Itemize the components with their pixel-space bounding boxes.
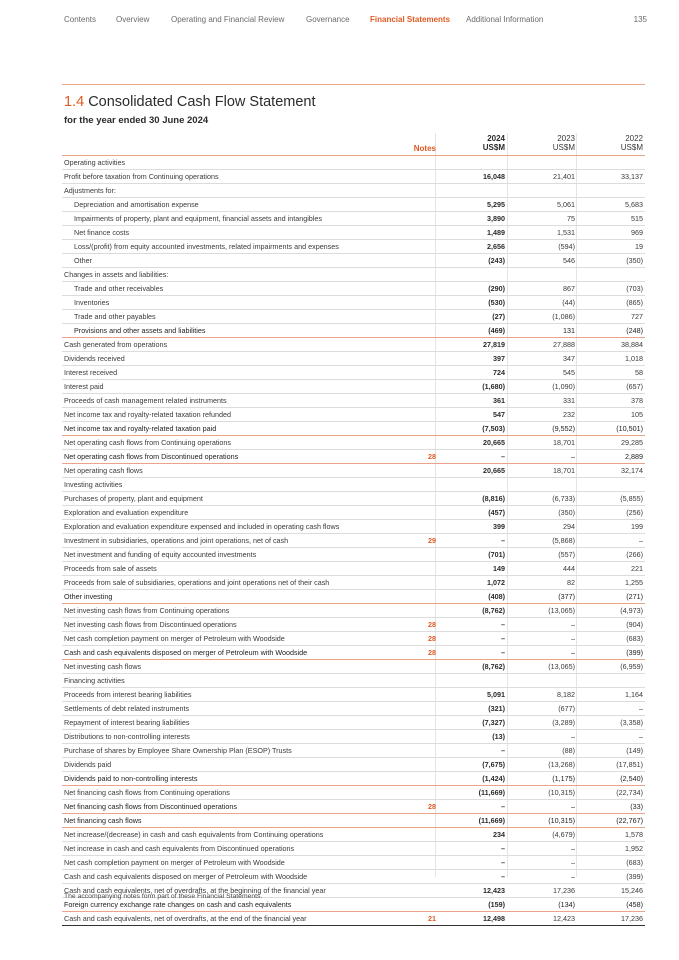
row-label: Cash and cash equivalents disposed on merger of Petroleum with Woodside — [64, 648, 308, 657]
value-2022: 378 — [631, 396, 643, 405]
row-label: Impairments of property, plant and equipment, financial assets and intangibles — [74, 214, 322, 223]
value-2022: (256) — [626, 508, 643, 517]
row-label: Net finance costs — [74, 228, 130, 237]
value-2022: (399) — [626, 648, 643, 657]
value-2023: 232 — [563, 410, 575, 419]
value-2022: (33) — [630, 802, 643, 811]
table-row — [62, 702, 645, 716]
table-row — [62, 240, 645, 254]
table-row — [62, 856, 645, 870]
value-2022: 15,246 — [621, 886, 643, 895]
value-2023: (557) — [558, 550, 575, 559]
value-2022: (22,767) — [616, 816, 643, 825]
value-2022: 1,578 — [625, 830, 643, 839]
note-ref: 29 — [428, 536, 436, 545]
row-label: Proceeds from sale of subsidiaries, operations and joint operations net of their cash — [64, 578, 330, 587]
table-row — [62, 422, 645, 436]
table-row — [62, 674, 645, 688]
value-2024: (159) — [488, 900, 505, 909]
table-row — [62, 464, 645, 478]
table-row — [62, 800, 645, 814]
unit-label: US$M — [552, 143, 575, 152]
table-row — [62, 590, 645, 604]
table-row — [62, 296, 645, 310]
value-2022: 5,683 — [625, 200, 643, 209]
value-2023: (6,733) — [552, 494, 575, 503]
value-2024: 149 — [493, 564, 505, 573]
value-2024: 20,665 — [483, 466, 505, 475]
value-2022: 515 — [631, 214, 643, 223]
cash-flow-table — [62, 133, 645, 926]
value-2024: (1,680) — [482, 382, 505, 391]
value-2022: (683) — [626, 634, 643, 643]
row-label: Net investment and funding of equity accounted investments — [64, 550, 257, 559]
year-2024-header — [445, 134, 505, 152]
table-row — [62, 786, 645, 800]
value-2024: (469) — [488, 326, 505, 335]
table-row — [62, 212, 645, 226]
table-row — [62, 604, 645, 618]
row-label: Net investing cash flows from Continuing operations — [64, 606, 230, 615]
table-row — [62, 618, 645, 632]
value-2022: 58 — [635, 368, 643, 377]
value-2024: (11,669) — [478, 788, 505, 797]
value-2023: 18,701 — [553, 466, 575, 475]
value-2024: 397 — [493, 354, 505, 363]
value-2023: 1,531 — [557, 228, 575, 237]
value-2024: 361 — [493, 396, 505, 405]
table-row — [62, 366, 645, 380]
value-2024: 2,656 — [487, 242, 505, 251]
value-2023: 444 — [563, 564, 575, 573]
row-label: Profit before taxation from Continuing operations — [64, 172, 219, 181]
row-label: Cash generated from operations — [64, 340, 168, 349]
value-2023: – — [571, 648, 575, 657]
value-2024: (8,816) — [482, 494, 505, 503]
value-2022: 29,285 — [621, 438, 643, 447]
value-2022: (6,959) — [620, 662, 643, 671]
table-row — [62, 576, 645, 590]
value-2024: 27,819 — [483, 340, 505, 349]
page-subtitle: for the year ended 30 June 2024 — [64, 115, 209, 126]
value-2024: 12,423 — [483, 886, 505, 895]
value-2022: – — [639, 704, 643, 713]
table-row — [62, 156, 645, 170]
value-2023: 17,236 — [553, 886, 575, 895]
row-label: Adjustments for: — [64, 186, 116, 195]
row-label: Cash and cash equivalents, net of overdrafts, at the end of the financial year — [64, 914, 307, 923]
year-label: 2024 — [487, 134, 505, 143]
value-2023: 75 — [567, 214, 575, 223]
value-2024: – — [501, 844, 505, 853]
table-row — [62, 772, 645, 786]
value-2024: – — [501, 620, 505, 629]
nav-operating-review[interactable]: Operating and Financial Review — [171, 15, 285, 24]
row-label: Proceeds of cash management related instruments — [64, 396, 227, 405]
value-2024: 5,091 — [487, 690, 505, 699]
row-label: Dividends paid — [64, 760, 112, 769]
table-row — [62, 352, 645, 366]
value-2024: – — [501, 872, 505, 881]
table-row — [62, 338, 645, 352]
row-label: Net increase in cash and cash equivalents from Discontinued operations — [64, 844, 295, 853]
table-row — [62, 534, 645, 548]
nav-financial-statements[interactable]: Financial Statements — [370, 15, 451, 24]
value-2024: 234 — [493, 830, 505, 839]
value-2024: 1,072 — [487, 578, 505, 587]
row-label: Net operating cash flows from Continuing operations — [64, 438, 232, 447]
value-2022: – — [639, 732, 643, 741]
row-label: Changes in assets and liabilities: — [64, 270, 169, 279]
value-2024: 1,489 — [487, 228, 505, 237]
value-2023: – — [571, 872, 575, 881]
value-2024: (13) — [492, 732, 505, 741]
table-row — [62, 478, 645, 492]
table-row — [62, 506, 645, 520]
header-divider — [62, 84, 645, 85]
table-row — [62, 254, 645, 268]
value-2024: – — [501, 648, 505, 657]
row-label: Net financing cash flows — [64, 816, 142, 825]
table-row — [62, 758, 645, 772]
section-number: 1.4 — [64, 94, 85, 110]
value-2024: – — [501, 536, 505, 545]
nav-overview[interactable]: Overview — [116, 15, 150, 24]
row-label: Repayment of interest bearing liabilities — [64, 718, 190, 727]
value-2024: (8,762) — [482, 662, 505, 671]
value-2023: – — [571, 634, 575, 643]
value-2024: 20,665 — [483, 438, 505, 447]
value-2023: 131 — [563, 326, 575, 335]
value-2023: (1,086) — [552, 312, 575, 321]
value-2022: (5,855) — [620, 494, 643, 503]
value-2022: 969 — [631, 228, 643, 237]
row-label: Trade and other payables — [74, 312, 156, 321]
row-label: Exploration and evaluation expenditure — [64, 508, 189, 517]
value-2022: (266) — [626, 550, 643, 559]
row-label: Proceeds from sale of assets — [64, 564, 157, 573]
value-2023: 5,061 — [557, 200, 575, 209]
row-label: Interest paid — [64, 382, 104, 391]
row-label: Net operating cash flows — [64, 466, 143, 475]
value-2024: (243) — [488, 256, 505, 265]
page-title — [64, 94, 316, 110]
row-label: Investment in subsidiaries, operations and joint operations, net of cash — [64, 536, 289, 545]
value-2022: (703) — [626, 284, 643, 293]
table-row — [62, 744, 645, 758]
value-2024: (530) — [488, 298, 505, 307]
value-2023: – — [571, 732, 575, 741]
row-label: Net income tax and royalty-related taxation paid — [64, 424, 217, 433]
value-2024: 724 — [493, 368, 505, 377]
value-2024: (7,327) — [482, 718, 505, 727]
value-2023: – — [571, 620, 575, 629]
value-2022: 32,174 — [621, 466, 643, 475]
value-2023: (1,175) — [552, 774, 575, 783]
value-2023: (88) — [562, 746, 575, 755]
table-row — [62, 870, 645, 884]
value-2023: (4,679) — [552, 830, 575, 839]
table-row — [62, 688, 645, 702]
table-row — [62, 170, 645, 184]
value-2024: 399 — [493, 522, 505, 531]
value-2024: 16,048 — [483, 172, 505, 181]
value-2023: (13,268) — [548, 760, 575, 769]
note-ref: 28 — [428, 620, 436, 629]
row-label: Net cash completion payment on merger of Petroleum with Woodside — [64, 634, 285, 643]
row-label: Operating activities — [64, 158, 126, 167]
table-row — [62, 646, 645, 660]
value-2022: 17,236 — [621, 914, 643, 923]
row-label: Dividends received — [64, 354, 125, 363]
value-2022: 199 — [631, 522, 643, 531]
value-2023: (350) — [558, 508, 575, 517]
value-2022: (657) — [626, 382, 643, 391]
table-row — [62, 408, 645, 422]
row-label: Exploration and evaluation expenditure expensed and included in operating cash flows — [64, 522, 340, 531]
table-body — [62, 156, 645, 926]
value-2022: (17,851) — [616, 760, 643, 769]
table-row — [62, 912, 645, 926]
page-number: 135 — [633, 15, 647, 24]
value-2022: – — [639, 536, 643, 545]
section-title: Consolidated Cash Flow Statement — [88, 94, 316, 110]
value-2023: (5,868) — [552, 536, 575, 545]
value-2022: 1,255 — [625, 578, 643, 587]
value-2024: (27) — [492, 312, 505, 321]
table-row — [62, 562, 645, 576]
table-row — [62, 198, 645, 212]
value-2023: – — [571, 802, 575, 811]
row-label: Net cash completion payment on merger of Petroleum with Woodside — [64, 858, 285, 867]
row-label: Foreign currency exchange rate changes on cash and cash equivalents — [64, 900, 292, 909]
value-2022: (271) — [626, 592, 643, 601]
note-ref: 21 — [428, 914, 436, 923]
value-2023: 347 — [563, 354, 575, 363]
top-navigation — [64, 15, 647, 29]
table-row — [62, 632, 645, 646]
table-row — [62, 898, 645, 912]
nav-additional-information[interactable]: Additional Information — [466, 15, 544, 24]
year-2022-header — [583, 134, 643, 152]
value-2023: (9,552) — [552, 424, 575, 433]
row-label: Purchase of shares by Employee Share Ownership Plan (ESOP) Trusts — [64, 746, 292, 755]
nav-contents[interactable]: Contents — [64, 15, 97, 24]
value-2023: (13,065) — [548, 662, 575, 671]
table-row — [62, 660, 645, 674]
table-row — [62, 730, 645, 744]
value-2023: 294 — [563, 522, 575, 531]
row-label: Net financing cash flows from Continuing operations — [64, 788, 230, 797]
value-2023: (1,090) — [552, 382, 575, 391]
value-2024: – — [501, 858, 505, 867]
value-2022: 727 — [631, 312, 643, 321]
table-row — [62, 814, 645, 828]
value-2022: 2,889 — [625, 452, 643, 461]
value-2024: – — [501, 634, 505, 643]
value-2022: 105 — [631, 410, 643, 419]
table-row — [62, 268, 645, 282]
row-label: Provisions and other assets and liabilities — [74, 326, 206, 335]
value-2023: 867 — [563, 284, 575, 293]
value-2024: (457) — [488, 508, 505, 517]
unit-label: US$M — [482, 143, 505, 152]
value-2022: (248) — [626, 326, 643, 335]
value-2024: 547 — [493, 410, 505, 419]
value-2023: – — [571, 858, 575, 867]
value-2024: (7,503) — [482, 424, 505, 433]
row-label: Depreciation and amortisation expense — [74, 200, 199, 209]
value-2022: 1,018 — [625, 354, 643, 363]
table-row — [62, 436, 645, 450]
value-2023: – — [571, 844, 575, 853]
row-label: Cash and cash equivalents disposed on merger of Petroleum with Woodside — [64, 872, 308, 881]
row-label: Net investing cash flows from Discontinued operations — [64, 620, 237, 629]
value-2022: (904) — [626, 620, 643, 629]
value-2024: (290) — [488, 284, 505, 293]
value-2023: 8,182 — [557, 690, 575, 699]
note-ref: 28 — [428, 802, 436, 811]
unit-label: US$M — [620, 143, 643, 152]
value-2023: (677) — [558, 704, 575, 713]
value-2024: – — [501, 746, 505, 755]
table-row — [62, 184, 645, 198]
value-2023: (13,065) — [548, 606, 575, 615]
table-header — [62, 133, 645, 156]
row-label: Net investing cash flows — [64, 662, 142, 671]
value-2024: – — [501, 802, 505, 811]
value-2022: 19 — [635, 242, 643, 251]
value-2024: (8,762) — [482, 606, 505, 615]
value-2022: (149) — [626, 746, 643, 755]
table-row — [62, 716, 645, 730]
table-row — [62, 310, 645, 324]
year-2023-header — [515, 134, 575, 152]
note-ref: 28 — [428, 634, 436, 643]
value-2023: 12,423 — [553, 914, 575, 923]
value-2022: (3,358) — [620, 718, 643, 727]
nav-governance[interactable]: Governance — [306, 15, 350, 24]
value-2024: 5,295 — [487, 200, 505, 209]
value-2024: (1,424) — [482, 774, 505, 783]
value-2022: (865) — [626, 298, 643, 307]
row-label: Net increase/(decrease) in cash and cash equivalents from Continuing operations — [64, 830, 324, 839]
value-2023: (10,315) — [548, 788, 575, 797]
value-2022: (350) — [626, 256, 643, 265]
value-2022: (4,973) — [620, 606, 643, 615]
table-row — [62, 492, 645, 506]
row-label: Net financing cash flows from Discontinued operations — [64, 802, 237, 811]
row-label: Trade and other receivables — [74, 284, 164, 293]
value-2023: 545 — [563, 368, 575, 377]
value-2022: (2,540) — [620, 774, 643, 783]
row-label: Investing activities — [64, 480, 123, 489]
value-2022: (399) — [626, 872, 643, 881]
notes-header: Notes — [413, 144, 436, 153]
value-2024: (11,669) — [478, 816, 505, 825]
row-label: Dividends paid to non-controlling interests — [64, 774, 198, 783]
table-row — [62, 394, 645, 408]
value-2024: (408) — [488, 592, 505, 601]
table-row — [62, 828, 645, 842]
row-label: Distributions to non-controlling interests — [64, 732, 190, 741]
value-2023: 546 — [563, 256, 575, 265]
row-label: Cash and cash equivalents, net of overdrafts, at the beginning of the financial year — [64, 886, 326, 895]
row-label: Settlements of debt related instruments — [64, 704, 190, 713]
table-row — [62, 282, 645, 296]
note-ref: 28 — [428, 648, 436, 657]
value-2023: 331 — [563, 396, 575, 405]
value-2022: (22,734) — [616, 788, 643, 797]
table-row — [62, 548, 645, 562]
row-label: Purchases of property, plant and equipment — [64, 494, 203, 503]
footnote: The accompanying notes form part of these Financial Statements. — [64, 893, 263, 900]
year-label: 2023 — [557, 134, 575, 143]
value-2024: (701) — [488, 550, 505, 559]
table-row — [62, 324, 645, 338]
table-row — [62, 842, 645, 856]
value-2023: (134) — [558, 900, 575, 909]
value-2022: 38,884 — [621, 340, 643, 349]
value-2023: – — [571, 452, 575, 461]
value-2023: 18,701 — [553, 438, 575, 447]
row-label: Net operating cash flows from Discontinued operations — [64, 452, 239, 461]
value-2022: 221 — [631, 564, 643, 573]
value-2022: 33,137 — [621, 172, 643, 181]
row-label: Inventories — [74, 298, 110, 307]
table-row — [62, 380, 645, 394]
year-label: 2022 — [625, 134, 643, 143]
value-2023: 82 — [567, 578, 575, 587]
value-2023: 21,401 — [553, 172, 575, 181]
value-2023: 27,888 — [553, 340, 575, 349]
row-label: Interest received — [64, 368, 118, 377]
value-2023: (377) — [558, 592, 575, 601]
value-2024: – — [501, 452, 505, 461]
value-2023: (594) — [558, 242, 575, 251]
value-2022: (10,501) — [616, 424, 643, 433]
value-2023: (3,289) — [552, 718, 575, 727]
value-2022: 1,952 — [625, 844, 643, 853]
row-label: Loss/(profit) from equity accounted investments, related impairments and expenses — [74, 242, 339, 251]
value-2024: 3,890 — [487, 214, 505, 223]
row-label: Other investing — [64, 592, 113, 601]
value-2022: 1,164 — [625, 690, 643, 699]
table-row — [62, 226, 645, 240]
value-2023: (10,315) — [548, 816, 575, 825]
row-label: Financing activities — [64, 676, 125, 685]
note-ref: 28 — [428, 452, 436, 461]
row-label: Proceeds from interest bearing liabilities — [64, 690, 192, 699]
value-2022: (683) — [626, 858, 643, 867]
value-2024: 12,498 — [483, 914, 505, 923]
row-label: Net income tax and royalty-related taxation refunded — [64, 410, 232, 419]
value-2022: (458) — [626, 900, 643, 909]
table-row — [62, 450, 645, 464]
value-2024: (7,675) — [482, 760, 505, 769]
row-label: Other — [74, 256, 92, 265]
value-2023: (44) — [562, 298, 575, 307]
value-2024: (321) — [488, 704, 505, 713]
table-row — [62, 520, 645, 534]
